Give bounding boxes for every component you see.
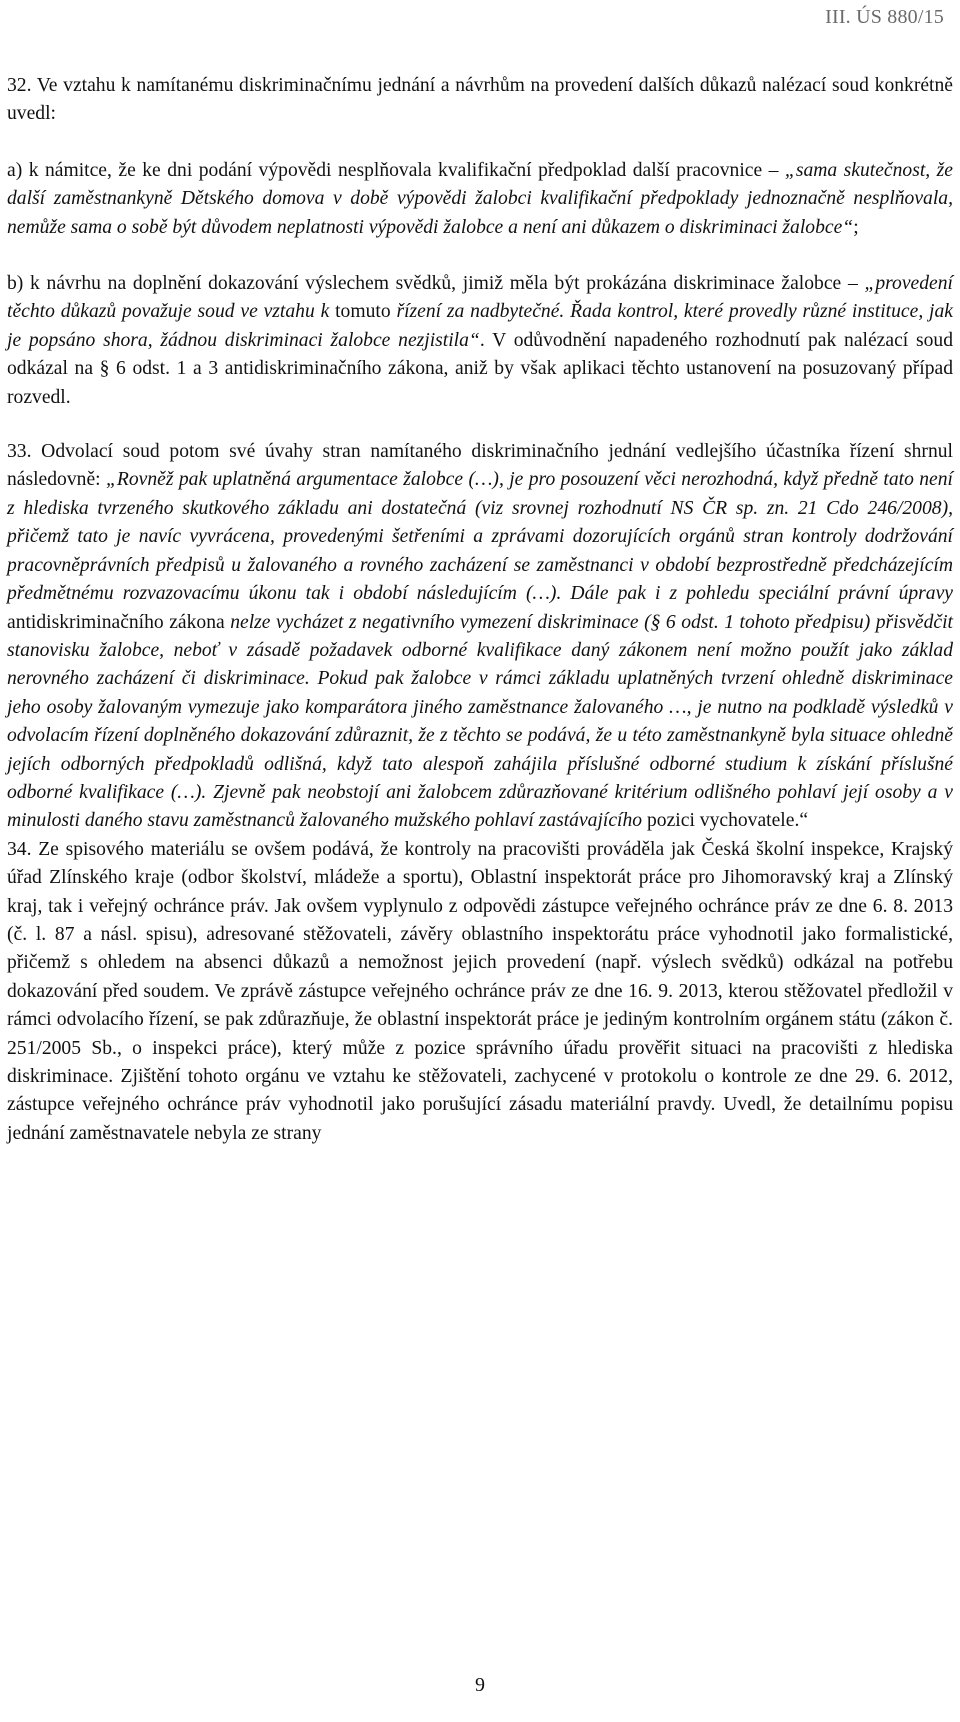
paragraph-32-intro: 32. Ve vztahu k namítanému diskriminačnímu jednání a návrhům na provedení dalších důkazů nalézací soud konkrétně uvedl: [7, 75, 953, 125]
paragraph-33-quote-1: „Rovněž pak uplatněná argumentace žalobce (…), je pro posouzení věci nerozhodná, když předně tato není z hlediska tvrzeného skutkového základu ani dostatečná (viz srovnej rozhodnutí NS ČR sp. zn. 21 Cdo 246/2008), přičemž tato je navíc vyvrácena, provedenými šetřeními a zprávami dozorujících orgánů stran kontroly dodržování pracovněprávních předpisů u žalovaného a rovného zacházení se zaměstnanci v období bezprostředně předcházejícím předmětnému rozvazovacímu úkonu tak i období následujícím (…). Dále pak i z pohledu speciální právní úpravy [7, 469, 953, 605]
point-b-end: . V odůvodnění napadeného rozhodnutí pak nalézací soud odkázal na § 6 odst. 1 a 3 antidiskriminačního zákona, aniž by však aplikaci těchto ustanovení na posuzovaný případ rozvedl. [7, 329, 954, 408]
paragraph-34: 34. Ze spisového materiálu se ovšem podává, že kontroly na pracovišti prováděla jak Česká školní inspekce, Krajský úřad Zlínského kraje (odbor školství, mládeže a sportu), Oblastní inspektorát práce pro Jihomoravský kraj a Zlínský kraj, tak i veřejný ochránce práv. Jak ovšem vyplynulo z odpovědi zástupce veřejného ochránce práv ze dne 6. 8. 2013 (č. l. 87 a násl. spisu), adresované stěžovateli, závěry oblastního inspektorátu práce vyhodnotil jako formalistické, přičemž s ohledem na absenci důkazů a nemožnost jejich provedení (např. výslech svědků) odkázal na potřebu dokazování před soudem. Ve zprávě zástupce veřejného ochránce práv ze dne 16. 9. 2013, kterou stěžovatel předložil v rámci odvolacího řízení, se pak zdůrazňuje, že oblastní inspektorát práce je jediným kontrolním orgánem státu (zákon č. 251/2005 Sb., o inspekci práce), který může z pozice správního úřadu prověřit situaci na pracovišti z hlediska diskriminace. Zjištění tohoto orgánu ve vztahu ke stěžovateli, zachycené v protokolu o kontrole ze dne 29. 6. 2012, zástupce veřejného ochránce práv vyhodnotil jako porušující zásadu materiální pravdy. Uvedl, že detailnímu popisu jednání zaměstnavatele nebyla ze strany [7, 838, 953, 1144]
point-b-quote-1: „provedení těchto důkazů považuje soud ve vztahu k [7, 273, 953, 323]
point-a-lead: a) k námitce, že ke dni podání výpovědi nesplňovala kvalifikační předpoklad další pracovnice – [7, 159, 785, 181]
paragraph-32-point-a [7, 157, 953, 242]
point-b-quote-2: řízení za nadbytečné. Řada kontrol, které provedly různé instituce, jak je popsáno shora, žádnou diskriminaci žalobce nezjistila“ [7, 301, 953, 351]
paragraph-33-end: pozici vychovatele.“ [642, 810, 809, 832]
document-body [7, 72, 953, 1148]
point-a-end: ; [853, 216, 859, 238]
page-number: 9 [475, 1674, 485, 1696]
paragraph-33-mid: antidiskriminačního zákona [7, 611, 231, 633]
paragraph-33-lead: 33. Odvolací soud potom své úvahy stran namítaného diskriminačního jednání vedlejšího účastníka řízení shrnul následovně: [7, 441, 953, 491]
paragraph-32-point-b [7, 270, 953, 412]
paragraph-33-quote-2: nelze vycházet z negativního vymezení diskriminace (§ 6 odst. 1 tohoto předpisu) přisvědčit stanovisku žalobce, neboť v zásadě požadavek odborné kvalifikace daný zákonem není možno použít jako základ nerovného zacházení či diskriminace. Pokud pak žalobce v rámci základu uplatněných tvrzení ohledně diskriminace jeho osoby žalovaným vymezuje jako komparátora jiného zaměstnance žalovaného …, je nutno na podkladě výsledků v odvolacím řízení doplněného dokazování zdůraznit, že z těchto se podává, že u této zaměstnankyně byla situace ohledně jejích odborných předpokladů odlišná, když tato alespoň zahájila příslušné odborné studium k získání příslušné odborné kvalifikace (…). Zjevně pak neobstojí ani žalobcem zdůrazňované kritérium odlišného pohlaví její osoby a v minulosti daného stavu zaměstnanců žalovaného mužského pohlaví zastávajícího [7, 611, 954, 832]
point-b-lead: b) k návrhu na doplnění dokazování výslechem svědků, jimiž měla být prokázána diskriminace žalobce – [7, 273, 865, 295]
case-number-header: III. ÚS 880/15 [825, 6, 944, 28]
point-a-quote: „sama skutečnost, že další zaměstnankyně Dětského domova v době výpovědi žalobci kvalifikační předpoklady jednoznačně nesplňovala, nemůže sama o sobě být důvodem neplatnosti výpovědi žalobce a není ani důkazem o diskriminaci žalobce“ [7, 159, 953, 238]
paragraph-33 [7, 438, 953, 836]
point-b-mid: tomuto [329, 301, 397, 323]
document-page [7, 0, 953, 1722]
